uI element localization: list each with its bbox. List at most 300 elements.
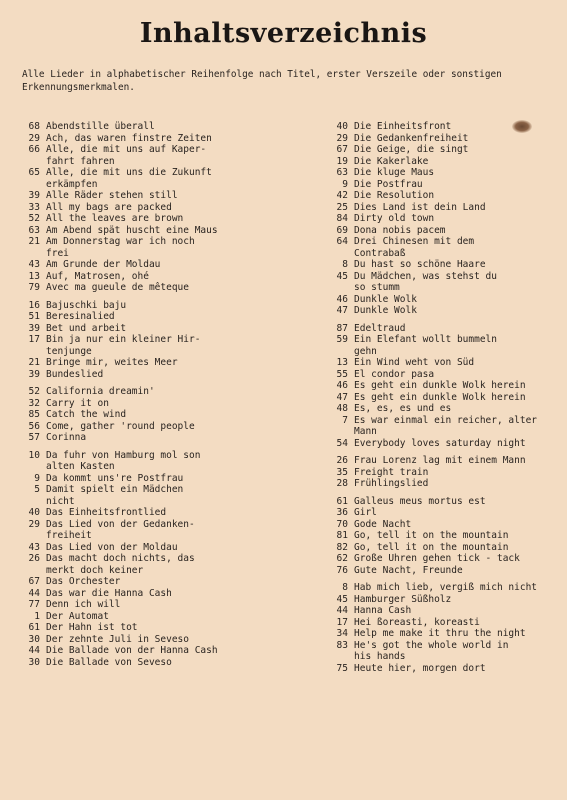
index-entry: [328, 225, 558, 237]
index-entry: [328, 179, 558, 191]
page-number: 79: [28, 282, 40, 293]
index-entry: [20, 369, 290, 381]
page-number: 46: [336, 380, 348, 391]
page-number: 46: [336, 293, 348, 305]
song-title: [46, 473, 290, 485]
index-entry: [328, 415, 558, 438]
page-number: 26: [336, 455, 348, 466]
index-entry: [328, 628, 558, 640]
index-entry: [328, 565, 558, 577]
index-column-right: [328, 121, 558, 674]
song-title-line: Bin ja nur ein kleiner Hir-: [46, 334, 201, 345]
index-entry: [328, 259, 558, 271]
page-number: 8: [342, 259, 348, 270]
song-title-line: Du hast so schöne Haare: [354, 259, 486, 270]
song-title-line: Es war einmal ein reicher, alter: [354, 414, 538, 426]
song-title-line: All my bags are packed: [46, 201, 172, 213]
song-title: [46, 121, 290, 133]
page-number: 1: [34, 610, 40, 622]
page-number: 63: [28, 224, 40, 236]
index-entry: [20, 323, 290, 335]
song-title-line: Bringe mir, weites Meer: [46, 357, 178, 368]
song-title-line: Contrabaß: [354, 247, 406, 259]
page-number: 28: [336, 478, 348, 489]
index-entry: [20, 386, 290, 398]
song-title: [46, 519, 290, 542]
song-title-line: Dunkle Wolk: [354, 293, 417, 305]
song-title: [46, 323, 290, 335]
song-title-line: Help me make it thru the night: [354, 628, 526, 639]
page-number: 77: [28, 599, 40, 610]
song-title-line: Alle, die mit uns die Zukunft: [46, 167, 212, 178]
page-number: 54: [336, 437, 348, 449]
index-entry: [328, 323, 558, 335]
song-title: [46, 634, 290, 646]
song-title: [354, 519, 558, 531]
song-title: [354, 530, 558, 542]
index-entry: [328, 663, 558, 675]
page-number: 17: [336, 616, 348, 628]
page-number: 67: [28, 576, 40, 587]
song-title-line: He's got the whole world in: [354, 639, 509, 651]
song-title-line: El condor pasa: [354, 368, 435, 380]
index-entry: [328, 156, 558, 168]
index-entry: [328, 507, 558, 519]
song-title: [46, 334, 290, 357]
song-title-line: Die Postfrau: [354, 178, 423, 190]
index-entry: [20, 588, 290, 600]
song-title: [354, 236, 558, 259]
index-entry: [328, 467, 558, 479]
song-title: [46, 484, 290, 507]
song-title: [46, 225, 290, 237]
index-entry: [328, 519, 558, 531]
song-title-line: Drei Chinesen mit dem: [354, 236, 475, 247]
song-title: [46, 576, 290, 588]
song-title: [46, 236, 290, 259]
song-title: [46, 657, 290, 669]
page-number: 45: [336, 270, 348, 282]
page-number: 81: [336, 530, 348, 541]
page-number: 64: [336, 236, 348, 247]
page-number: 47: [336, 391, 348, 403]
song-title-line: Das Lied von der Gedanken-: [46, 518, 195, 530]
index-entry: [20, 622, 290, 634]
index-entry: [20, 634, 290, 646]
index-entry: [328, 594, 558, 606]
song-title: [46, 507, 290, 519]
song-title-line: Galleus meus mortus est: [354, 495, 486, 507]
song-title-line: Hamburger Süßholz: [354, 593, 452, 605]
page-number: 25: [336, 201, 348, 213]
song-title: [46, 144, 290, 167]
song-title-line: Dunkle Wolk: [354, 305, 417, 316]
song-title-line: California dreamin': [46, 386, 155, 397]
song-title-line: Everybody loves saturday night: [354, 437, 526, 449]
page-number: 26: [28, 553, 40, 564]
song-title-line: Am Donnerstag war ich noch: [46, 236, 195, 247]
page-number: 76: [336, 564, 348, 576]
song-title: [354, 663, 558, 675]
page-number: 63: [336, 167, 348, 178]
index-entry: [20, 225, 290, 237]
page-number: 55: [336, 368, 348, 380]
page-number: 19: [336, 155, 348, 167]
song-title: [46, 282, 290, 294]
index-entry: [328, 144, 558, 156]
page-number: 9: [342, 178, 348, 190]
song-title: [46, 542, 290, 554]
song-title-line: Das macht doch nichts, das: [46, 553, 195, 564]
song-title: [354, 628, 558, 640]
song-title-line: Damit spielt ein Mädchen: [46, 484, 184, 495]
index-entry: [328, 617, 558, 629]
song-title-line: Corinna: [46, 432, 87, 443]
song-title-line: Gode Nacht: [354, 518, 412, 530]
song-title: [46, 202, 290, 214]
song-title: [46, 271, 290, 283]
page-number: 56: [28, 420, 40, 432]
page-number: 51: [28, 311, 40, 322]
page-number: 36: [336, 507, 348, 518]
page-number: 66: [28, 144, 40, 155]
song-title-line: Das war die Hanna Cash: [46, 587, 172, 599]
index-entry: [328, 357, 558, 369]
song-title-line: freiheit: [46, 530, 92, 541]
page-number: 44: [336, 605, 348, 616]
page-number: 21: [28, 236, 40, 247]
song-title: [46, 300, 290, 312]
song-title-line: Große Uhren gehen tick - tack: [354, 553, 520, 564]
index-entry: [328, 305, 558, 317]
song-title: [354, 156, 558, 168]
index-entry: [328, 403, 558, 415]
index-entry: [20, 259, 290, 271]
index-entry: [328, 236, 558, 259]
page-title: Inhaltsverzeichnis: [139, 18, 428, 49]
song-title-line: Es, es, es und es: [354, 403, 452, 414]
page-number: 85: [28, 409, 40, 420]
song-title-line: Alle, die mit uns auf Kaper-: [46, 144, 207, 155]
song-title: [354, 133, 558, 145]
index-entry: [20, 311, 290, 323]
index-entry: [20, 599, 290, 611]
song-title: [354, 617, 558, 629]
song-title: [354, 323, 558, 335]
page-number: 57: [28, 432, 40, 443]
song-title: [354, 392, 558, 404]
page-number: 40: [28, 507, 40, 518]
song-title: [354, 542, 558, 554]
song-title-line: Carry it on: [46, 397, 109, 409]
song-title-line: Es geht ein dunkle Wolk herein: [354, 391, 526, 403]
song-title: [354, 305, 558, 317]
song-title-line: Abendstille überall: [46, 121, 155, 132]
song-title-line: Du Mädchen, was stehst du: [354, 270, 497, 282]
page-number: 47: [336, 305, 348, 316]
song-title-line: Freight train: [354, 466, 429, 478]
page-number: 29: [28, 132, 40, 144]
index-entry: [20, 542, 290, 554]
song-title-line: Die Ballade von der Hanna Cash: [46, 645, 218, 656]
index-entry: [328, 202, 558, 214]
song-title: [354, 553, 558, 565]
song-title: [354, 225, 558, 237]
song-title-line: erkämpfen: [46, 178, 98, 190]
song-title: [354, 259, 558, 271]
index-entry: [20, 144, 290, 167]
index-entry: [328, 605, 558, 617]
song-title: [46, 432, 290, 444]
song-title-line: Am Abend spät huscht eine Maus: [46, 224, 218, 236]
song-title: [354, 438, 558, 450]
song-title-line: Ach, das waren finstre Zeiten: [46, 132, 212, 144]
song-title-line: Hab mich lieb, vergiß mich nicht: [354, 582, 538, 593]
song-title-line: Hei ßoreasti, koreasti: [354, 616, 480, 628]
page-number: 39: [28, 368, 40, 380]
song-title-line: Dona nobis pacem: [354, 224, 446, 236]
song-title-line: gehn: [354, 345, 377, 357]
index-entry: [328, 392, 558, 404]
song-title-line: nicht: [46, 495, 75, 507]
index-entry: [20, 576, 290, 588]
index-entry: [328, 213, 558, 225]
index-entry: [20, 236, 290, 259]
song-title-line: Heute hier, morgen dort: [354, 662, 486, 674]
page-number: 43: [28, 259, 40, 270]
song-title-line: Der Hahn ist tot: [46, 622, 138, 633]
song-title-line: merkt doch keiner: [46, 564, 144, 576]
song-title-line: Frau Lorenz lag mit einem Mann: [354, 455, 526, 466]
index-entry: [20, 334, 290, 357]
index-entry: [328, 640, 558, 663]
index-entry: [20, 398, 290, 410]
song-title: [354, 144, 558, 156]
song-title: [354, 594, 558, 606]
page-number: 29: [28, 518, 40, 530]
page-number: 35: [336, 466, 348, 478]
index-entry: [328, 334, 558, 357]
page-number: 45: [336, 593, 348, 605]
song-title-line: so stumm: [354, 282, 400, 293]
index-entry: [20, 645, 290, 657]
song-title: [354, 202, 558, 214]
index-entry: [20, 213, 290, 225]
index-entry: [20, 657, 290, 669]
song-title: [354, 294, 558, 306]
index-entry: [20, 484, 290, 507]
page-number: 5: [34, 484, 40, 495]
song-title: [354, 496, 558, 508]
page-number: 70: [336, 518, 348, 530]
page-number: 82: [336, 541, 348, 553]
song-title-line: Die Einheitsfront: [354, 121, 452, 132]
song-title: [354, 334, 558, 357]
index-entry: [20, 190, 290, 202]
song-title-line: Das Orchester: [46, 576, 121, 587]
page-number: 68: [28, 121, 40, 132]
song-title-line: Dirty old town: [354, 213, 435, 224]
page-number: 87: [336, 322, 348, 334]
song-title: [354, 369, 558, 381]
song-title-line: Hanna Cash: [354, 605, 412, 616]
index-entry: [328, 582, 558, 594]
song-title: [354, 467, 558, 479]
page-number: 61: [28, 622, 40, 633]
intro-text: Alle Lieder in alphabetischer Reihenfolge nach Titel, erster Verszeile oder sonstigen Erkennungsmerkmalen.: [22, 69, 502, 93]
song-title-line: his hands: [354, 651, 406, 662]
song-title: [46, 190, 290, 202]
page-number: 17: [28, 334, 40, 345]
song-title: [354, 357, 558, 369]
song-title-line: tenjunge: [46, 345, 92, 357]
index-entry: [328, 294, 558, 306]
song-title-line: Dies Land ist dein Land: [354, 201, 486, 213]
page-number: 33: [28, 201, 40, 213]
song-title-line: Ein Wind weht von Süd: [354, 357, 475, 368]
song-title: [46, 622, 290, 634]
song-title-line: Die Kakerlake: [354, 155, 429, 167]
index-entry: [20, 167, 290, 190]
index-entry: [20, 421, 290, 433]
song-title: [354, 455, 558, 467]
ink-smudge: [512, 120, 532, 133]
song-title: [354, 403, 558, 415]
song-title-line: Beresinalied: [46, 311, 115, 322]
song-title: [46, 588, 290, 600]
song-title-line: Der Automat: [46, 610, 109, 622]
index-entry: [328, 369, 558, 381]
song-title: [46, 213, 290, 225]
page-number: 44: [28, 645, 40, 656]
song-title: [46, 357, 290, 369]
song-title-line: Catch the wind: [46, 409, 127, 420]
song-title-line: Ein Elefant wollt bummeln: [354, 334, 497, 345]
song-title-line: alten Kasten: [46, 461, 115, 472]
song-title-line: Avec ma gueule de mêteque: [46, 282, 189, 293]
song-title: [354, 478, 558, 490]
index-entry: [328, 478, 558, 490]
song-title-line: All the leaves are brown: [46, 213, 184, 224]
song-title: [354, 415, 558, 438]
index-entry: [20, 473, 290, 485]
index-entry: [20, 519, 290, 542]
song-title-line: Bundeslied: [46, 368, 104, 380]
song-title: [354, 605, 558, 617]
page-number: 61: [336, 495, 348, 507]
index-entry: [20, 202, 290, 214]
page-number: 32: [28, 397, 40, 409]
song-title-line: Girl: [354, 507, 377, 518]
song-title-line: Frühlingslied: [354, 478, 429, 489]
song-title: [46, 421, 290, 433]
page-number: 8: [342, 582, 348, 593]
index-entry: [328, 553, 558, 565]
page-number: 34: [336, 628, 348, 639]
song-title: [354, 213, 558, 225]
song-title: [46, 409, 290, 421]
page-number: 40: [336, 121, 348, 132]
index-entry: [328, 380, 558, 392]
song-title-line: Die Gedankenfreiheit: [354, 132, 469, 144]
song-title: [354, 179, 558, 191]
index-entry: [328, 438, 558, 450]
page-number: 13: [28, 270, 40, 282]
song-title-line: Das Lied von der Moldau: [46, 541, 178, 553]
index-entry: [328, 496, 558, 508]
song-title-line: Go, tell it on the mountain: [354, 541, 509, 553]
index-entry: [328, 271, 558, 294]
song-title-line: Das Einheitsfrontlied: [46, 507, 167, 518]
index-entry: [328, 190, 558, 202]
song-title-line: Die kluge Maus: [354, 167, 435, 178]
song-title: [46, 133, 290, 145]
page-number: 52: [28, 386, 40, 397]
song-title-line: Der zehnte Juli in Seveso: [46, 633, 189, 645]
song-title-line: Da fuhr von Hamburg mol son: [46, 449, 201, 461]
index-entry: [20, 133, 290, 145]
page-number: 16: [28, 299, 40, 311]
index-entry: [20, 121, 290, 133]
page-number: 83: [336, 639, 348, 651]
page-number: 69: [336, 224, 348, 236]
song-title-line: Da kommt uns're Postfrau: [46, 472, 184, 484]
index-entry: [328, 133, 558, 145]
song-title: [354, 640, 558, 663]
song-title-line: Bajuschki baju: [46, 299, 127, 311]
index-column-left: [20, 121, 290, 668]
song-title: [354, 271, 558, 294]
index-entry: [20, 409, 290, 421]
index-entry: [20, 507, 290, 519]
song-title: [354, 582, 558, 594]
song-title-line: Auf, Matrosen, ohé: [46, 270, 149, 282]
index-entry: [328, 167, 558, 179]
song-title-line: Gute Nacht, Freunde: [354, 564, 463, 576]
song-title-line: Am Grunde der Moldau: [46, 259, 161, 270]
index-entry: [328, 455, 558, 467]
song-title: [354, 380, 558, 392]
page-number: 29: [336, 132, 348, 144]
song-title-line: Come, gather 'round people: [46, 420, 195, 432]
page-number: 42: [336, 190, 348, 201]
page-number: 9: [34, 472, 40, 484]
page-number: 48: [336, 403, 348, 414]
song-title: [46, 259, 290, 271]
page-number: 43: [28, 541, 40, 553]
page-number: 39: [28, 190, 40, 201]
song-title: [354, 507, 558, 519]
page-number: 13: [336, 357, 348, 368]
page-number: 65: [28, 167, 40, 178]
index-entry: [20, 553, 290, 576]
song-title: [46, 611, 290, 623]
song-title-line: Edeltraud: [354, 322, 406, 334]
song-title-line: Es geht ein dunkle Wolk herein: [354, 380, 526, 391]
song-title: [46, 450, 290, 473]
page-number: 84: [336, 213, 348, 224]
page-number: 7: [342, 414, 348, 426]
song-title-line: Die Geige, die singt: [354, 144, 469, 155]
page-number: 44: [28, 587, 40, 599]
song-title: [46, 599, 290, 611]
song-title-line: Die Ballade von Seveso: [46, 656, 172, 668]
song-title: [354, 565, 558, 577]
page-number: 39: [28, 322, 40, 334]
song-title: [354, 190, 558, 202]
page-number: 30: [28, 633, 40, 645]
index-entry: [328, 542, 558, 554]
